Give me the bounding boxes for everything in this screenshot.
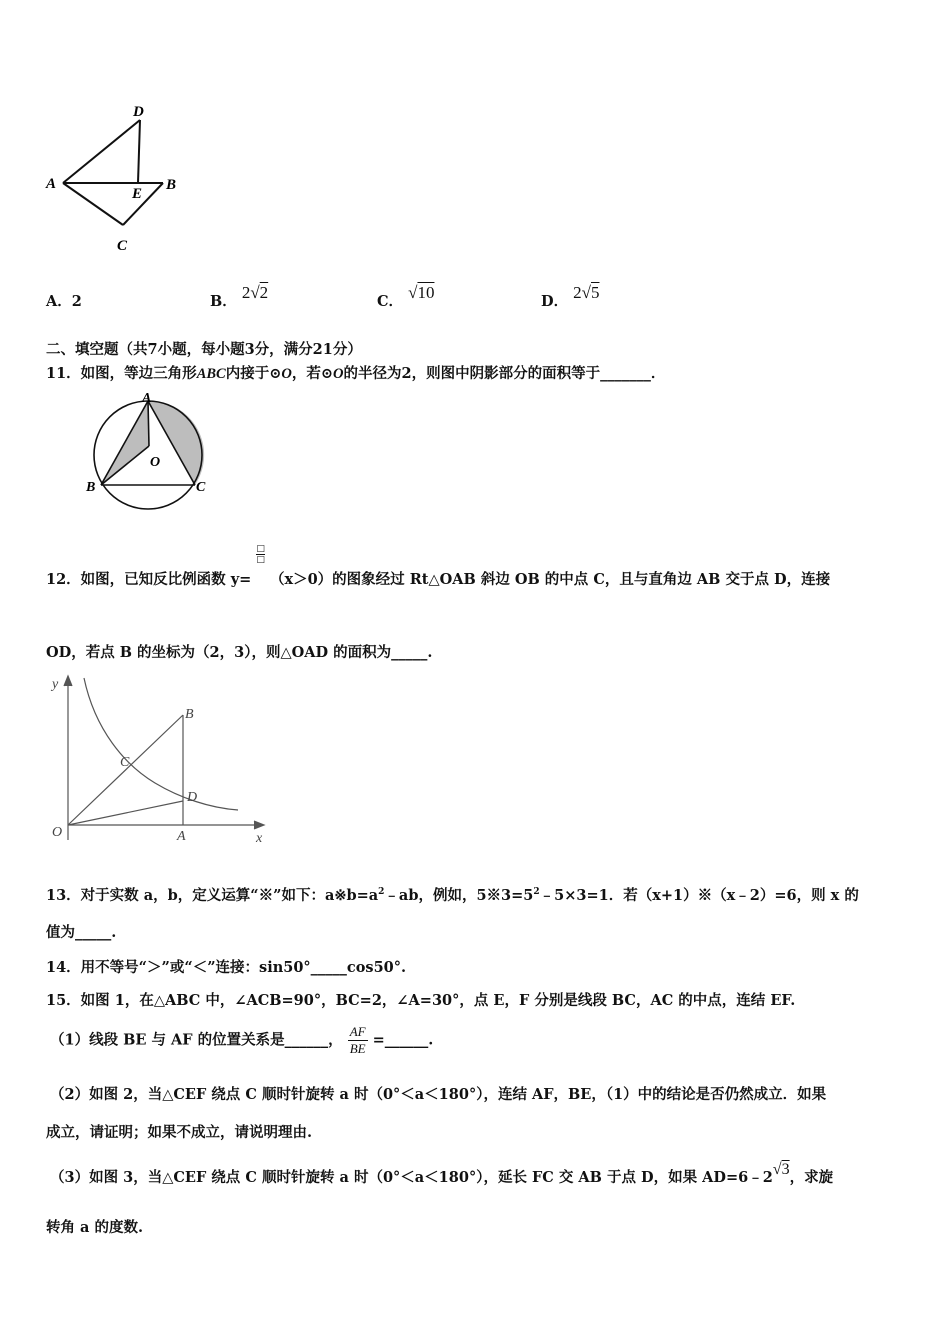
label-c: C — [120, 755, 130, 770]
option-d-label: D． — [541, 293, 569, 310]
option-d — [541, 283, 600, 311]
option-b-radical: 2√2 — [241, 283, 269, 302]
label-y: y — [52, 677, 59, 692]
label-x: x — [256, 831, 263, 846]
sqrt-3: √3 — [772, 1161, 790, 1178]
label-d: D — [133, 104, 144, 120]
fraction-af-over-be: $\frac{AF}{BE}$ — [349, 1024, 366, 1056]
question-15-part2-line2: 成立，请证明；如果不成立，请说明理由. — [46, 1124, 313, 1141]
option-a-label: A． — [46, 293, 72, 310]
section-title: 二、填空题（共7小题，每小题3分，满分21分） — [46, 341, 362, 358]
question-13-line1: 13．对于实数 a，b，定义运算“※”如下：$a※b=a^2﹣ab$，例如，$5※3=5^2﹣5\times 3=1$．若（x+1）※（x﹣2）=6，则 x 的 — [46, 887, 859, 904]
fraction-k-over-x: □ □ — [256, 544, 265, 565]
label-a: A — [177, 829, 186, 844]
question-15-part3-line1: （3）如图 3，当△CEF 绕点 C 顺时针旋转 a 时（0°＜a＜180°），延长 FC 交 AB 于点 D，如果 AD=6﹣2√3，求旋 — [50, 1161, 834, 1186]
question-12-line1: 12．如图，已知反比例函数 y= □ □ （x＞0）的图象经过 Rt△OAB 斜边 OB 的中点 C，且与直角边 AB 交于点 D，连接 — [46, 544, 831, 588]
option-d-radical: 2√5 — [573, 283, 600, 302]
label-a: A — [46, 176, 57, 192]
question-15-part3-line2: 转角 a 的度数. — [46, 1219, 144, 1236]
figure-q11 — [80, 388, 220, 518]
option-c — [377, 283, 435, 311]
option-c-radical: √10 — [408, 283, 435, 302]
question-12-line2: OD，若点 B 的坐标为（2，3），则△OAD 的面积为_____. — [46, 644, 433, 661]
option-a-value: 2 — [71, 293, 82, 310]
figure-q10 — [40, 100, 190, 260]
label-b: B — [86, 480, 96, 495]
option-c-label: C． — [377, 293, 404, 310]
label-c: C — [196, 480, 206, 495]
label-b: B — [166, 177, 177, 193]
label-b: B — [185, 707, 194, 722]
option-b — [210, 283, 269, 311]
question-14: 14．用不等号“＞”或“＜”连接：sin50°_____cos50°. — [46, 959, 407, 976]
label-d: D — [187, 790, 198, 805]
label-c: C — [117, 238, 128, 254]
question-11: 11．如图，等边三角形ABC内接于⊙O，若⊙O的半径为2，则图中阴影部分的面积等于_______． — [46, 365, 666, 382]
figure-q12 — [40, 670, 280, 850]
label-a: A — [142, 391, 152, 406]
label-o: O — [150, 455, 161, 470]
question-15-part2-line1: （2）如图 2，当△CEF 绕点 C 顺时针旋转 a 时（0°＜a＜180°），连结 AF，BE，（1）中的结论是否仍然成立．如果 — [50, 1086, 827, 1103]
question-13-line2: 值为_____. — [46, 924, 117, 941]
option-b-label: B． — [210, 293, 237, 310]
label-o: O — [52, 825, 63, 840]
question-15-part1: （1）线段 BE 与 AF 的位置关系是______， $\frac{AF}{BE}$ =______. — [50, 1024, 434, 1056]
option-a — [46, 290, 82, 311]
label-e: E — [132, 186, 143, 202]
question-15-intro: 15．如图 1，在△ABC 中，∠ACB=90°，BC=2，∠A=30°，点 E，F 分别是线段 BC，AC 的中点，连结 EF. — [46, 992, 796, 1009]
